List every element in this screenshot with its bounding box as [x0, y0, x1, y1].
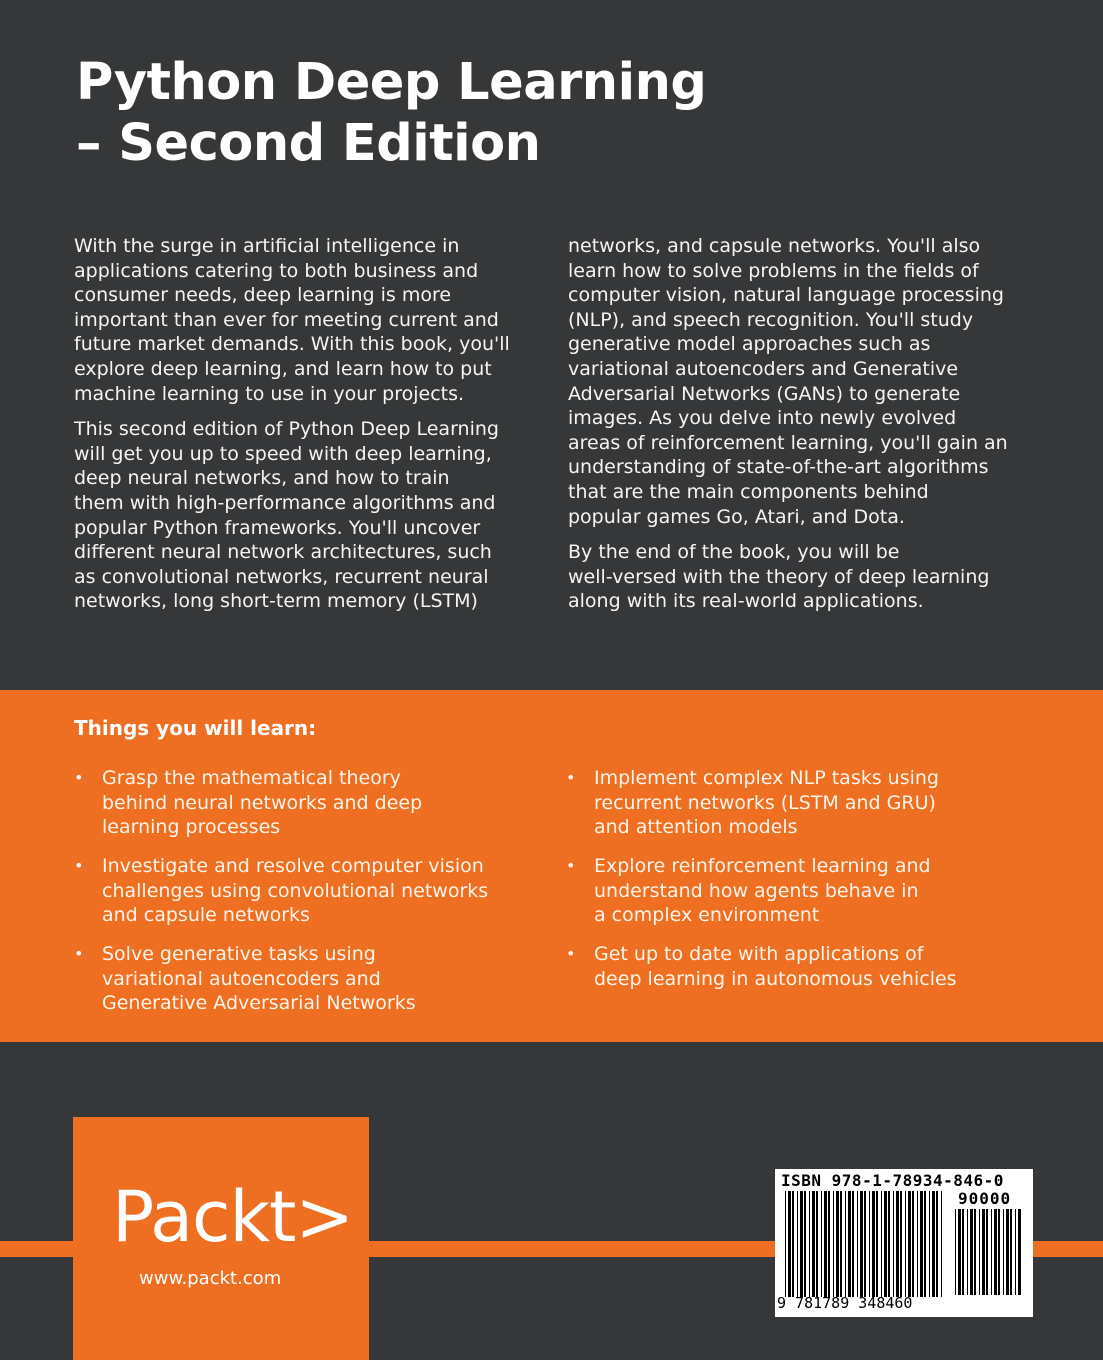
text-line: Adversarial Networks (GANs) to generate [568, 382, 961, 405]
text-line: By the end of the book, you will be [568, 541, 900, 564]
barcode-bar [864, 1191, 866, 1297]
text-line: future market demands. With this book, you'll [74, 333, 510, 356]
text-line: well-versed with the theory of deep learning [568, 565, 990, 588]
text-line: explore deep learning, and learn how to put [74, 357, 492, 380]
barcode-addon-bars [955, 1209, 1023, 1295]
barcode-bar [958, 1209, 961, 1295]
barcode-bar [991, 1209, 992, 1295]
barcode-bar [860, 1191, 863, 1297]
barcode-bar [1010, 1209, 1012, 1295]
text-line: variational autoencoders and Generative [568, 357, 959, 380]
title-line-1: Python Deep Learning [76, 53, 707, 112]
text-line: behind neural networks and deep [102, 791, 423, 814]
barcode-bar [828, 1191, 830, 1297]
text-line: learning processes [102, 816, 281, 838]
barcode-bar [824, 1191, 827, 1297]
book-title [76, 52, 976, 174]
barcode-bar [962, 1209, 964, 1295]
barcode-bar [986, 1209, 988, 1295]
barcode-bar [912, 1191, 914, 1297]
barcode-bar [970, 1209, 973, 1295]
list-item [74, 942, 544, 1016]
barcode-bar [905, 1191, 906, 1297]
description-paragraph [568, 234, 1048, 529]
barcode-bar [1015, 1209, 1016, 1295]
barcode-bar [785, 1191, 786, 1297]
text-line: that are the main components behind [568, 480, 929, 503]
text-line: images. As you delve into newly evolved [568, 407, 957, 430]
text-line: applications catering to both business and [74, 259, 479, 282]
barcode-bar [876, 1191, 878, 1297]
learn-heading: Things you will learn: [74, 716, 317, 740]
description-right-column [568, 234, 1048, 625]
text-line: understanding of state-of-the-art algorithms [568, 456, 989, 479]
barcode-bar [979, 1209, 980, 1295]
text-line: variational autoencoders and [102, 967, 381, 990]
barcode-bar [816, 1191, 818, 1297]
list-item [74, 854, 544, 928]
barcode-bar [896, 1191, 899, 1297]
bullet-icon: • [566, 856, 576, 875]
barcode-bar [974, 1209, 976, 1295]
list-item [566, 942, 1036, 991]
barcode-bar [1006, 1209, 1009, 1295]
description-paragraph [74, 234, 544, 406]
text-line: computer vision, natural language processing [568, 284, 1004, 307]
bullet-icon: • [74, 944, 84, 963]
barcode-bar [982, 1209, 985, 1295]
barcode-bar [884, 1191, 887, 1297]
text-line: as convolutional networks, recurrent neural [74, 565, 489, 588]
text-line: recurrent networks (LSTM and GRU) [594, 791, 936, 814]
barcode-bar [845, 1191, 846, 1297]
text-line: learn how to solve problems in the fields of [568, 259, 979, 282]
description-paragraph [568, 540, 1048, 614]
barcode-bar [893, 1191, 894, 1297]
text-line: deep neural networks, and how to train [74, 467, 450, 490]
barcode-bar [1003, 1209, 1004, 1295]
barcode-bar [809, 1191, 810, 1297]
list-item [566, 766, 1036, 840]
text-line: Solve generative tasks using [102, 943, 376, 965]
text-line: and attention models [594, 816, 798, 838]
text-line: Implement complex NLP tasks using [594, 767, 939, 789]
barcode-bar [932, 1191, 935, 1297]
barcode-bar [998, 1209, 1000, 1295]
text-line: Get up to date with applications of [594, 943, 924, 965]
list-item [566, 854, 1036, 928]
barcode-bar [857, 1191, 858, 1297]
barcode-bar [924, 1191, 926, 1297]
text-line: Grasp the mathematical theory [102, 767, 401, 789]
barcode-bar [792, 1191, 794, 1297]
learn-list-right [566, 766, 1036, 1006]
barcode-bar [900, 1191, 902, 1297]
barcode-bar [920, 1191, 923, 1297]
barcode-bar [936, 1191, 938, 1297]
barcode-bar [812, 1191, 815, 1297]
text-line: Investigate and resolve computer vision [102, 855, 484, 877]
barcode-bar [852, 1191, 854, 1297]
text-line: This second edition of Python Deep Learning [74, 418, 499, 441]
barcode-bar [955, 1209, 956, 1295]
barcode-bar [872, 1191, 875, 1297]
description-left-column [74, 234, 544, 625]
text-line: will get you up to speed with deep learning, [74, 442, 492, 465]
text-line: machine learning to use in your projects. [74, 382, 465, 405]
publisher-url: www.packt.com [139, 1268, 282, 1289]
barcode-bar [881, 1191, 882, 1297]
text-line: a complex environment [594, 904, 820, 926]
text-line: popular games Go, Atari, and Dota. [568, 505, 905, 528]
barcode-bar [917, 1191, 918, 1297]
text-line: areas of reinforcement learning, you'll gain an [568, 431, 1008, 454]
barcode-bar [848, 1191, 851, 1297]
barcode-bar [833, 1191, 834, 1297]
barcode-bar [788, 1191, 791, 1297]
learn-list-left [74, 766, 544, 1030]
text-line: deep learning in autonomous vehicles [594, 967, 957, 990]
text-line: and capsule networks [102, 904, 310, 926]
barcode-bar [888, 1191, 890, 1297]
description-paragraph [74, 417, 544, 614]
barcode-bar [821, 1191, 822, 1297]
barcode-box [775, 1169, 1033, 1317]
barcode-bar [800, 1191, 803, 1297]
barcode-bar [840, 1191, 842, 1297]
barcode-bar [836, 1191, 839, 1297]
price-code: 90000 [958, 1189, 1012, 1208]
barcode-bar [869, 1191, 870, 1297]
text-line: challenges using convolutional networks [102, 879, 489, 902]
text-line: popular Python frameworks. You'll uncover [74, 516, 481, 539]
barcode-bar [929, 1191, 930, 1297]
text-line: consumer needs, deep learning is more [74, 284, 452, 307]
text-line: different neural network architectures, such [74, 541, 492, 564]
barcode-bar [1018, 1209, 1021, 1295]
text-line: networks, long short-term memory (LSTM) [74, 590, 478, 613]
barcode-bar [941, 1191, 942, 1297]
text-line: (NLP), and speech recognition. You'll study [568, 308, 974, 331]
text-line: them with high-performance algorithms and [74, 491, 496, 514]
list-item [74, 766, 544, 840]
text-line: understand how agents behave in [594, 879, 919, 902]
text-line: Generative Adversarial Networks [102, 992, 416, 1014]
bullet-icon: • [566, 944, 576, 963]
text-line: networks, and capsule networks. You'll also [568, 235, 981, 257]
text-line: important than ever for meeting current and [74, 308, 499, 331]
barcode-bar [804, 1191, 806, 1297]
bullet-icon: • [74, 856, 84, 875]
title-line-2: – Second Edition [76, 114, 541, 173]
barcode-bar [797, 1191, 798, 1297]
barcode-bars [785, 1191, 945, 1297]
text-line: generative model approaches such as [568, 333, 931, 356]
barcode-bar [994, 1209, 997, 1295]
bullet-icon: • [74, 768, 84, 787]
bullet-icon: • [566, 768, 576, 787]
packt-logo: Packt> [112, 1176, 354, 1258]
text-line: With the surge in artificial intelligence in [74, 235, 460, 257]
barcode-bar [967, 1209, 968, 1295]
barcode-bar [908, 1191, 911, 1297]
text-line: Explore reinforcement learning and [594, 855, 931, 877]
isbn-text: ISBN 978-1-78934-846-0 [781, 1171, 1004, 1190]
ean-digits: 9 781789 348460 [777, 1294, 913, 1312]
text-line: along with its real-world applications. [568, 590, 924, 613]
